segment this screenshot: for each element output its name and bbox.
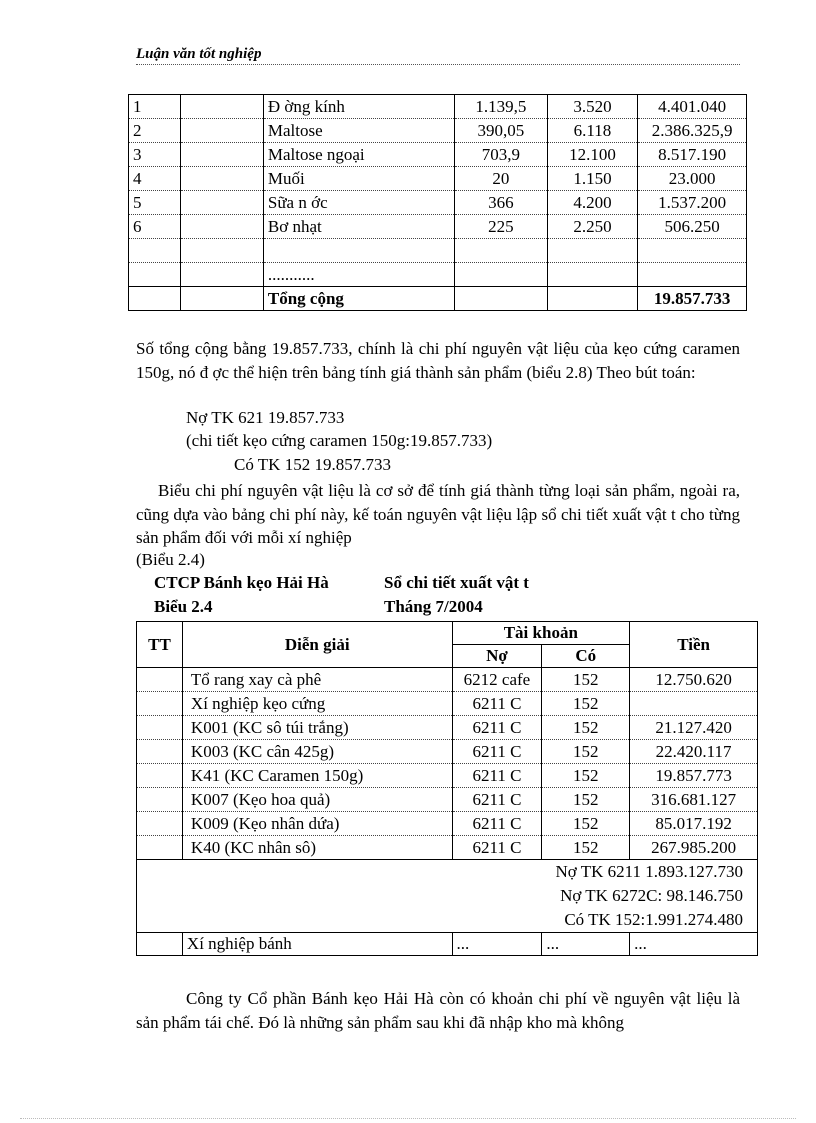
ledger-summary	[137, 860, 758, 933]
page-header: Luận văn tốt nghiệp	[136, 46, 740, 65]
col-tt: TT	[137, 622, 183, 668]
bieu-reference: (Biểu 2.4)	[136, 550, 205, 569]
total-label: Tổng cộng	[263, 287, 454, 311]
row-amount: 2.386.325,9	[638, 119, 747, 143]
row-amount: 506.250	[638, 215, 747, 239]
bieu-label: Biểu 2.4	[154, 597, 213, 616]
row-credit: 152	[542, 788, 630, 812]
row-credit: 152	[542, 692, 630, 716]
empty-cell	[263, 239, 454, 263]
table-row	[129, 143, 747, 167]
row-qty: 20	[455, 167, 548, 191]
table-row-ellipsis	[129, 263, 747, 287]
table-row-empty	[129, 239, 747, 263]
row-number: 6	[129, 215, 181, 239]
empty-cell	[455, 263, 548, 287]
last-row-credit: ...	[542, 933, 630, 956]
row-credit: 152	[542, 836, 630, 860]
empty-cell	[547, 263, 638, 287]
row-amount: 21.127.420	[630, 716, 758, 740]
summary-debit-6211: Nợ TK 6211 1.893.127.730	[555, 862, 743, 881]
row-desc: Xí nghiệp kẹo cứng	[182, 692, 452, 716]
paragraph-total: Số tổng cộng bằng 19.857.733, chính là chi phí nguyên vật liệu của kẹo cứng caramen 150g, nó đ ợc thể hiện trên bảng tính giá thành sản phẩm (biểu 2.8) Theo bút toán:	[136, 339, 740, 382]
row-credit: 152	[542, 716, 630, 740]
table-row	[137, 788, 758, 812]
row-credit: 152	[542, 668, 630, 692]
table-row	[137, 836, 758, 860]
summary-credit-152: Có TK 152:1.991.274.480	[564, 910, 743, 929]
row-amount: 22.420.117	[630, 740, 758, 764]
empty-cell	[547, 287, 638, 311]
table-row	[129, 119, 747, 143]
page-bottom-rule	[20, 1118, 796, 1119]
material-cost-table	[128, 94, 747, 311]
table-row	[129, 167, 747, 191]
empty-cell	[181, 263, 264, 287]
col-debit: Nợ	[452, 645, 542, 668]
row-debit: 6212 cafe	[452, 668, 542, 692]
row-desc: K007 (Kẹo hoa quả)	[182, 788, 452, 812]
ellipsis-cell: ...........	[263, 263, 454, 287]
row-amount: 4.401.040	[638, 95, 747, 119]
row-amount: 316.681.127	[630, 788, 758, 812]
row-tt	[137, 836, 183, 860]
empty-cell	[455, 287, 548, 311]
row-qty: 703,9	[455, 143, 548, 167]
empty-cell	[181, 239, 264, 263]
col-credit: Có	[542, 645, 630, 668]
summary-debit-6272: Nợ TK 6272C: 98.146.750	[560, 886, 743, 905]
empty-cell	[638, 263, 747, 287]
empty-cell	[129, 287, 181, 311]
entry-detail: (chi tiết kẹo cứng caramen 150g:19.857.733)	[186, 431, 493, 450]
row-tt	[137, 812, 183, 836]
table-row	[129, 191, 747, 215]
row-qty: 1.139,5	[455, 95, 548, 119]
row-blank	[181, 143, 264, 167]
row-number: 2	[129, 119, 181, 143]
table-row	[137, 716, 758, 740]
row-material: Muối	[263, 167, 454, 191]
row-number: 4	[129, 167, 181, 191]
table-row	[137, 812, 758, 836]
col-amount: Tiền	[630, 622, 758, 668]
row-price: 2.250	[547, 215, 638, 239]
row-desc: K40 (KC nhân sô)	[182, 836, 452, 860]
col-account: Tài khoản	[452, 622, 630, 645]
row-tt	[137, 740, 183, 764]
empty-cell	[455, 239, 548, 263]
ledger-month: Tháng 7/2004	[384, 597, 483, 616]
row-amount: 1.537.200	[638, 191, 747, 215]
empty-cell	[181, 287, 264, 311]
row-amount: 23.000	[638, 167, 747, 191]
row-price: 6.118	[547, 119, 638, 143]
row-qty: 225	[455, 215, 548, 239]
row-number: 3	[129, 143, 181, 167]
row-blank	[181, 167, 264, 191]
table-row	[137, 740, 758, 764]
last-row-amount: ...	[630, 933, 758, 956]
row-price: 1.150	[547, 167, 638, 191]
row-material: Maltose	[263, 119, 454, 143]
row-amount: 85.017.192	[630, 812, 758, 836]
row-tt	[137, 764, 183, 788]
row-amount: 8.517.190	[638, 143, 747, 167]
table-row	[137, 764, 758, 788]
row-credit: 152	[542, 812, 630, 836]
empty-cell	[129, 239, 181, 263]
row-tt	[137, 692, 183, 716]
table-row-total	[129, 287, 747, 311]
row-desc: K003 (KC cân 425g)	[182, 740, 452, 764]
row-credit: 152	[542, 764, 630, 788]
total-value: 19.857.733	[638, 287, 747, 311]
row-material: Sữa n ớc	[263, 191, 454, 215]
row-number: 1	[129, 95, 181, 119]
empty-cell	[638, 239, 747, 263]
row-debit: 6211 C	[452, 812, 542, 836]
row-price: 3.520	[547, 95, 638, 119]
row-debit: 6211 C	[452, 716, 542, 740]
table-row	[137, 668, 758, 692]
material-issue-ledger	[136, 621, 758, 956]
row-desc: Tổ rang xay cà phê	[182, 668, 452, 692]
row-debit: 6211 C	[452, 788, 542, 812]
table-row	[129, 95, 747, 119]
row-price: 4.200	[547, 191, 638, 215]
row-debit: 6211 C	[452, 740, 542, 764]
last-row-tt	[137, 933, 183, 956]
company-name: CTCP Bánh kẹo Hải Hà	[154, 573, 329, 592]
entry-credit: Có TK 152 19.857.733	[234, 455, 391, 474]
row-amount: 267.985.200	[630, 836, 758, 860]
row-blank	[181, 119, 264, 143]
row-tt	[137, 668, 183, 692]
row-price: 12.100	[547, 143, 638, 167]
row-material: Maltose ngoại	[263, 143, 454, 167]
row-blank	[181, 191, 264, 215]
row-blank	[181, 95, 264, 119]
row-amount: 12.750.620	[630, 668, 758, 692]
paragraph-explain: Biểu chi phí nguyên vật liệu là cơ sở để tính giá thành từng loại sản phẩm, ngoài ra, cũng dựa vào bảng chi phí này, kế toán nguyên vật liệu lập sổ chi tiết xuất vật t cho từng sản phẩm đối với mỗi xí nghiệp	[136, 481, 740, 547]
row-desc: K41 (KC Caramen 150g)	[182, 764, 452, 788]
row-amount	[630, 692, 758, 716]
row-debit: 6211 C	[452, 836, 542, 860]
table-row	[129, 215, 747, 239]
paragraph-recycled: Công ty Cổ phần Bánh kẹo Hải Hà còn có khoản chi phí về nguyên vật liệu là sản phẩm tái chế. Đó là những sản phẩm sau khi đã nhập kho mà không	[136, 989, 740, 1032]
row-credit: 152	[542, 740, 630, 764]
row-debit: 6211 C	[452, 692, 542, 716]
row-desc: K009 (Kẹo nhân dứa)	[182, 812, 452, 836]
empty-cell	[547, 239, 638, 263]
last-row-desc: Xí nghiệp bánh	[182, 933, 452, 956]
row-debit: 6211 C	[452, 764, 542, 788]
ledger-title: Sổ chi tiết xuất vật t	[384, 573, 529, 592]
row-tt	[137, 788, 183, 812]
last-row-debit: ...	[452, 933, 542, 956]
row-number: 5	[129, 191, 181, 215]
row-amount: 19.857.773	[630, 764, 758, 788]
row-qty: 390,05	[455, 119, 548, 143]
row-blank	[181, 215, 264, 239]
table-row	[137, 692, 758, 716]
empty-cell	[129, 263, 181, 287]
row-material: Bơ nhạt	[263, 215, 454, 239]
row-desc: K001 (KC sô túi trắng)	[182, 716, 452, 740]
row-tt	[137, 716, 183, 740]
entry-debit: Nợ TK 621 19.857.733	[186, 408, 345, 427]
row-material: Đ ờng kính	[263, 95, 454, 119]
col-desc: Diễn giải	[182, 622, 452, 668]
row-qty: 366	[455, 191, 548, 215]
